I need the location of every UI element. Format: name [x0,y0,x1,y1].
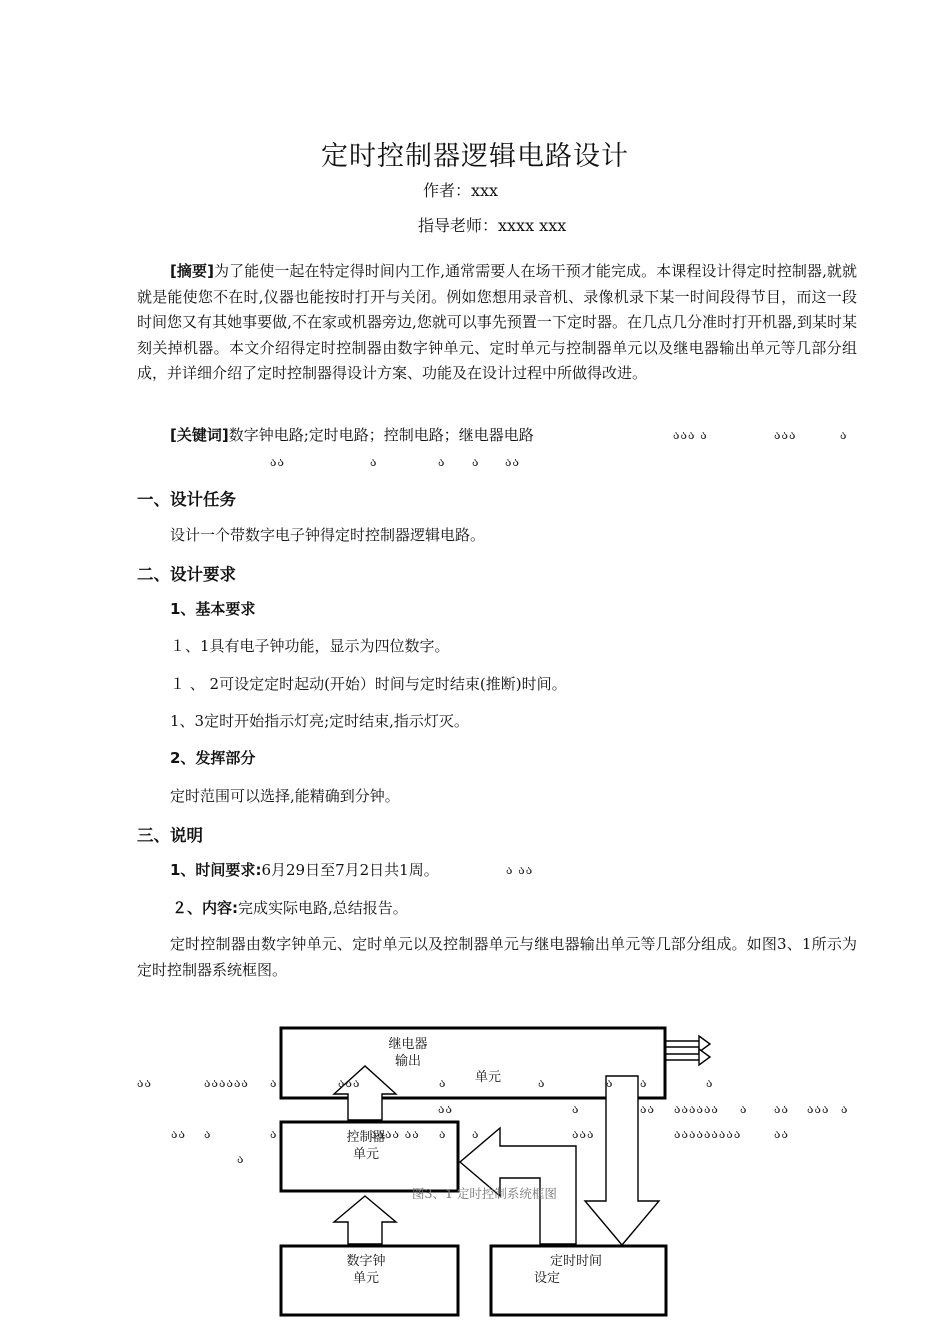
noise-glyphs: ა [538,1076,546,1090]
noise-glyphs: ააა [774,428,797,442]
section-heading: 三、说明 [137,826,203,845]
section-heading: 一、设计任务 [137,490,236,509]
noise-glyphs: ააააააააა [674,1127,742,1141]
noise-glyphs: აა [137,1076,152,1090]
noise-glyphs: აა [774,1102,789,1116]
time-text: 6月29日至7月2日共1周。 [261,861,439,879]
noise-glyphs: ა [370,455,378,469]
output-arrow-icon [665,1036,710,1065]
content-label: ２、内容: [172,899,238,917]
noise-glyphs: ა [204,1127,212,1141]
keywords-label: [关键词] [170,426,229,444]
noise-glyphs: ა [270,1127,278,1141]
noise-glyphs: აააა აა [370,1127,420,1141]
advisor-line: 指导老师：xxxx xxx [418,216,567,235]
noise-glyphs: ა [640,1076,648,1090]
noise-glyphs: აა [640,1102,655,1116]
clock-label-line: 数字钟 [346,1254,386,1269]
arrow-up-icon [334,1066,396,1120]
arrow-up-icon [334,1196,396,1244]
keywords-text: 数字钟电路;定时电路；控制电路；继电器电路 [228,426,534,444]
section-text: 设计一个带数字电子钟得定时控制器逻辑电路。 [170,526,486,544]
noise-glyphs: ააა [338,1076,361,1090]
page-title: 定时控制器逻辑电路设计 [321,141,629,172]
intro-paragraph: 定时控制器由数字钟单元、定时单元以及控制器单元与继电器输出单元等几部分组成。如图3、1所示为定时控制器系统框图。 [137,935,857,979]
abstract-label: [摘要] [170,262,214,280]
noise-glyphs: ა აა [506,863,534,877]
noise-glyphs: ა [706,1076,714,1090]
noise-glyphs: აა [171,1127,186,1141]
noise-glyphs: აა [774,1127,789,1141]
noise-glyphs: ა [572,1102,580,1116]
requirement-item: 1、3定时开始指示灯亮;定时结束,指示灯灭。 [170,712,469,730]
noise-glyphs: ა [439,1127,447,1141]
clock-label [336,1253,396,1287]
noise-glyphs: ა [472,455,480,469]
noise-glyphs: აა [438,1102,453,1116]
controller-label-line: 控制器 [346,1130,386,1145]
abstract-text: 为了能使一起在特定得时间内工作,通常需要人在场干预才能完成。本课程设计得定时控制器,就就就是能使您不在时,仪器也能按时打开与关闭。例如您想用录音机、录像机录下某一时间段得节目，而这一段时间您又有其她事要做,不在家或机器旁边,您就可以事先预置一下定时器。在几点几分准时打开机器,到某时某刻关掉机器。本文介绍得定时控制器由数字钟单元、定时单元与控制器单元以及继电器输出单元等几部分组成，并详细介绍了定时控制器得设计方案、功能及在设计过程中所做得改进。 [137,262,857,382]
noise-glyphs: ა [472,1127,480,1141]
relay-label [378,1036,438,1070]
noise-glyphs: აა [270,455,285,469]
relay-label-unit: 单元 [474,1070,501,1085]
noise-glyphs: აა [505,455,520,469]
content-text: 完成实际电路,总结报告。 [238,899,408,917]
timer-label [528,1253,624,1287]
requirement-item: １ 、 2可设定定时起动(开始）时间与定时结束(推断)时间。 [170,675,567,693]
noise-glyphs: ააა [572,1127,595,1141]
noise-glyphs: ა [840,428,848,442]
author-line: 作者：xxx [423,181,499,200]
noise-glyphs: აააააა [204,1076,249,1090]
noise-glyphs: ა [740,1102,748,1116]
requirement-item: 定时范围可以选择,能精确到分钟。 [170,787,400,805]
clock-label-line: 单元 [352,1271,379,1286]
noise-glyphs: ა [270,1076,278,1090]
noise-glyphs: აააააა [674,1102,719,1116]
timer-label-line: 定时时间 [549,1254,602,1269]
section-heading: 二、设计要求 [137,565,236,584]
noise-glyphs: ა [237,1152,245,1166]
timer-label-line: 设定 [534,1271,561,1286]
noise-glyphs: ა [606,1076,614,1090]
subsection-heading: 1、基本要求 [170,600,256,618]
subsection-heading: 2、发挥部分 [170,749,256,767]
relay-label-line: 继电器 [388,1037,428,1052]
noise-glyphs: ა [841,1102,849,1116]
figure-caption: 图3、1 定时控制系统框图 [412,1186,557,1201]
noise-glyphs: ააა ა [673,428,708,442]
noise-glyphs: ააა [807,1102,830,1116]
controller-label-line: 单元 [352,1147,379,1162]
requirement-item: １、1具有电子钟功能，显示为四位数字。 [170,637,450,655]
time-label: 1、时间要求: [170,861,262,879]
relay-label-line: 输出 [394,1054,421,1069]
noise-glyphs: ა [438,455,446,469]
noise-glyphs: ა [439,1076,447,1090]
